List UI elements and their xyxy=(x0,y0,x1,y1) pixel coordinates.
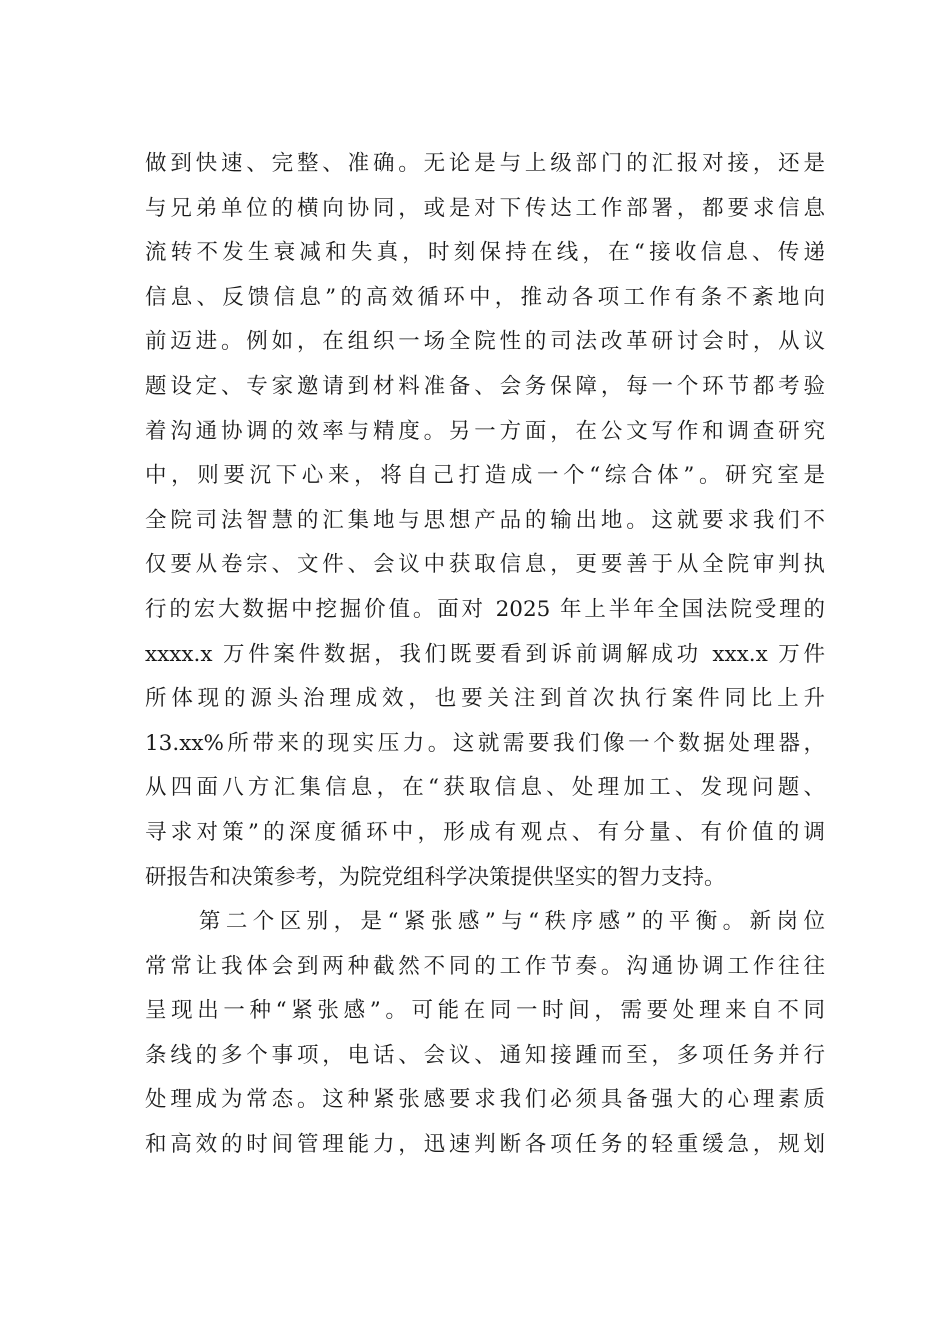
text-line: 与兄弟单位的横向协同，或是对下传达工作部署，都要求信息 xyxy=(145,195,825,221)
paragraph-end-line: 研报告和决策参考，为院党组科学决策提供坚实的智力支持。 xyxy=(145,864,726,890)
text-line: 着沟通协调的效率与精度。另一方面，在公文写作和调查研究 xyxy=(145,418,825,444)
body-text xyxy=(145,142,825,1168)
text-line: 条线的多个事项，电话、会议、通知接踵而至，多项任务并行 xyxy=(145,1042,825,1068)
text-line: 流转不发生衰减和失真，时刻保持在线，在“接收信息、传递 xyxy=(145,240,825,266)
text-line: 行的宏大数据中挖掘价值。面对 2025 年上半年全国法院受理的 xyxy=(145,596,825,622)
text-line: 和高效的时间管理能力，迅速判断各项任务的轻重缓急，规划 xyxy=(145,1132,825,1158)
text-line: 中，则要沉下心来，将自己打造成一个“综合体”。研究室是 xyxy=(145,463,825,489)
paragraph-start-line: 第二个区别，是“紧张感”与“秩序感”的平衡。新岗位 xyxy=(145,909,825,935)
text-line: 题设定、专家邀请到材料准备、会务保障，每一个环节都考验 xyxy=(145,373,825,399)
text-line: 常常让我体会到两种截然不同的工作节奏。沟通协调工作往往 xyxy=(145,953,825,979)
text-line: 寻求对策”的深度循环中，形成有观点、有分量、有价值的调 xyxy=(145,819,825,845)
text-line: 做到快速、完整、准确。无论是与上级部门的汇报对接，还是 xyxy=(145,151,825,176)
text-line: 前迈进。例如，在组织一场全院性的司法改革研讨会时，从议 xyxy=(145,329,825,355)
text-line: 13.xx%所带来的现实压力。这就需要我们像一个数据处理器， xyxy=(145,730,825,756)
text-line: 处理成为常态。这种紧张感要求我们必须具备强大的心理素质 xyxy=(145,1087,825,1113)
text-line: 全院司法智慧的汇集地与思想产品的输出地。这就要求我们不 xyxy=(145,507,825,533)
text-line: xxxx.x 万件案件数据，我们既要看到诉前调解成功 xxx.x 万件 xyxy=(145,641,825,667)
text-line: 呈现出一种“紧张感”。可能在同一时间，需要处理来自不同 xyxy=(145,998,825,1024)
text-line: 从四面八方汇集信息，在“获取信息、处理加工、发现问题、 xyxy=(145,775,825,801)
text-line: 信息、反馈信息”的高效循环中，推动各项工作有条不紊地向 xyxy=(145,284,825,310)
text-line: 仅要从卷宗、文件、会议中获取信息，更要善于从全院审判执 xyxy=(145,552,825,578)
text-line: 所体现的源头治理成效，也要关注到首次执行案件同比上升 xyxy=(145,686,825,712)
